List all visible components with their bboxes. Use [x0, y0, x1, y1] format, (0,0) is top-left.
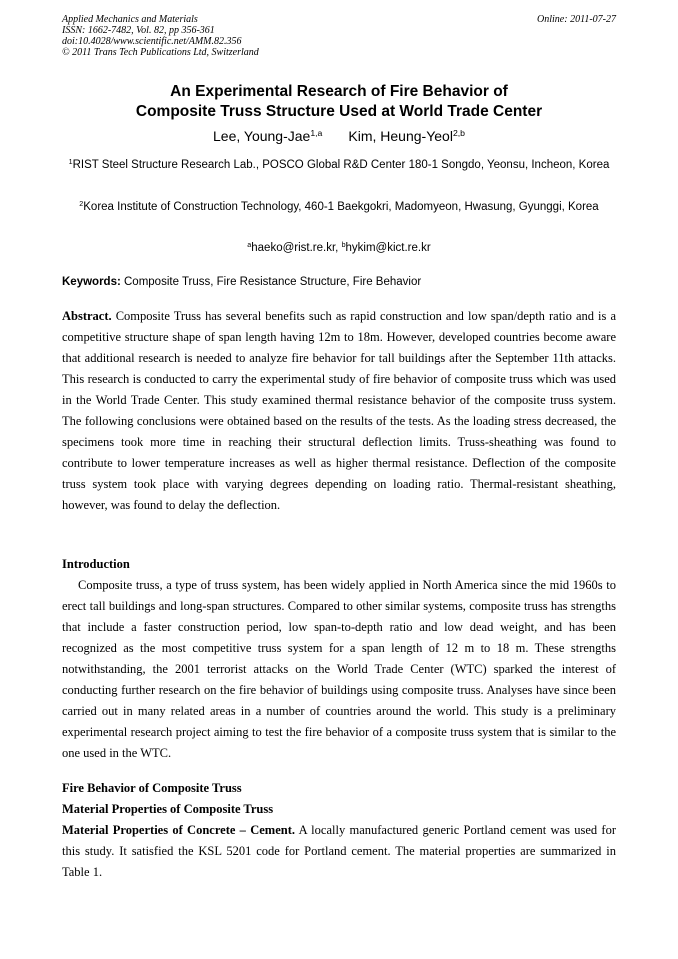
section-heading: Fire Behavior of Composite Truss	[62, 781, 242, 795]
doi[interactable]: doi:10.4028/www.scientific.net/AMM.82.356	[62, 36, 242, 47]
email-link[interactable]: hykim@kict.re.kr	[345, 242, 431, 254]
online-date: Online: 2011-07-27	[537, 14, 616, 25]
paragraph-label: Material Properties of Concrete – Cement.	[62, 823, 295, 837]
affiliation-superscript: 2	[79, 200, 84, 209]
title-line-2: Composite Truss Structure Used at World Trade Center	[135, 103, 543, 120]
author-list	[62, 127, 616, 145]
affiliation-2	[62, 197, 616, 218]
email-superscript: b	[341, 241, 346, 250]
affiliation-text: Korea Institute of Construction Technology, 460-1 Baekgokri, Madomyeon, Hwasung, Gyunggi, Korea	[83, 201, 599, 213]
material-properties-paragraph	[62, 820, 616, 883]
issn: ISSN: 1662-7482, Vol. 82, pp 356-361	[62, 25, 215, 36]
journal-header	[62, 14, 616, 58]
author-name: Kim, Heung-Yeol	[348, 128, 453, 144]
abstract-text: Composite Truss has several benefits such as rapid construction and low span/depth ratio and is a competitive structure shape of span length having 12m to 18m. However, developed countries become aware that additional research is needed to analyze fire behavior for tall buildings after the September 11th attacks. This research is conducted to carry the experimental study of fire behavior of composite truss which was used in the World Trade Center. This study examined thermal resistance behavior of the composite truss system. The following conclusions were obtained based on the results of the tests. As the loading stress decreased, the specimens took more time in reaching their structural deflection limits. Truss-sheathing was found to contribute to lower temperature increases as well as higher thermal resistance. Deflection of the composite truss system took place with varying degrees depending on loading ratio. Thermal-resistant sheathing, however, was found to delay the deflection.	[62, 309, 616, 512]
introduction-paragraph: Composite truss, a type of truss system, has been widely applied in North America since the mid 1960s to erect tall buildings and long-span structures. Compared to other similar systems, composite truss has strengths that include a faster construction period, low span-to-depth ratio and low dead weight, and has been recognized as the most competitive truss system for a span length of 12 m to 18 m. These strengths notwithstanding, the 2001 terrorist attacks on the World Trade Center (WTC) sparked the interest of conducting further research on the fire behavior of buildings using composite truss. Analyses have since been carried out in many related areas in a number of countries around the world. This study is a preliminary experimental research project aiming to test the fire behavior of a composite truss system that is similar to the one used in the WTC.	[62, 578, 616, 760]
affiliation-text: RIST Steel Structure Research Lab., POSCO Global R&D Center 180-1 Songdo, Yeonsu, Incheon, Korea	[72, 159, 610, 171]
copyright: © 2011 Trans Tech Publications Ltd, Switzerland	[62, 47, 259, 58]
abstract	[62, 306, 616, 516]
author-superscript: 2,b	[452, 128, 465, 139]
email-superscript: a	[247, 241, 252, 250]
author-emails	[62, 238, 616, 259]
keywords	[62, 274, 616, 290]
author-name: Lee, Young-Jae	[213, 128, 311, 144]
affiliation-superscript: 1	[68, 158, 73, 167]
affiliation-1	[62, 155, 616, 176]
title-line-1: An Experimental Research of Fire Behavior of	[170, 83, 508, 100]
email-link[interactable]: haeko@rist.re.kr,	[251, 242, 342, 254]
paragraph-text: A locally manufactured generic Portland cement was used for this study. It satisfied the KSL 5201 code for Portland cement. The material properties are summarized in Table 1.	[62, 823, 616, 879]
keywords-text: Composite Truss, Fire Resistance Structure, Fire Behavior	[120, 276, 422, 288]
abstract-label: Abstract.	[62, 309, 112, 323]
introduction-heading: Introduction	[62, 557, 130, 571]
subsection-heading: Material Properties of Composite Truss	[62, 802, 274, 816]
keywords-label: Keywords:	[62, 276, 121, 288]
journal-name: Applied Mechanics and Materials	[62, 14, 198, 25]
author-superscript: 1,a	[310, 128, 323, 139]
paper-title	[62, 82, 616, 122]
